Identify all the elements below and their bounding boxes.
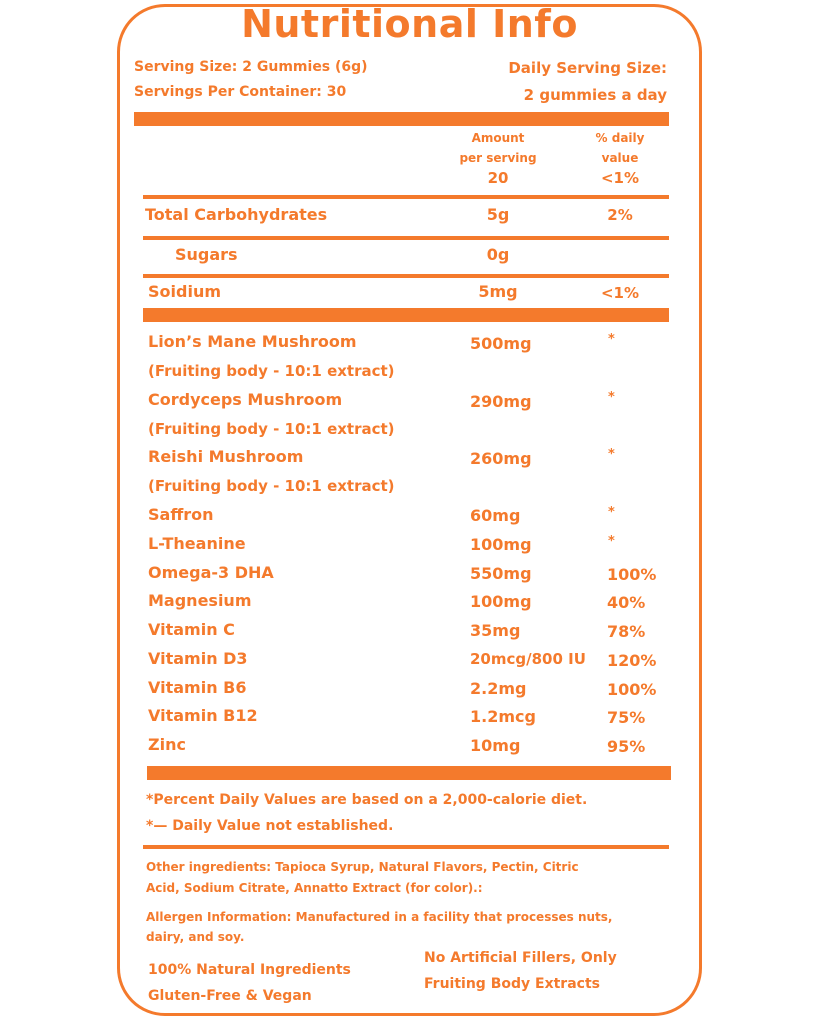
ingredient-dv: * [608, 332, 615, 347]
macro-amount-sodium: 5mg [478, 282, 518, 301]
ingredient-amount: 100mg [470, 592, 532, 611]
macro-amount-sugars: 0g [486, 245, 510, 264]
servings-per-container: Servings Per Container: 30 [134, 84, 347, 100]
ingredient-name: Magnesium [148, 591, 252, 610]
section-bar [143, 308, 669, 322]
allergen-line1: Allergen Information: Manufactured in a facility that processes nuts, [146, 910, 613, 924]
footnote-not-established: *— Daily Value not established. [146, 818, 394, 834]
divider [143, 195, 669, 199]
amount-header-line2: per serving [459, 151, 537, 165]
badge-vegan: Gluten-Free & Vegan [148, 988, 312, 1004]
ingredient-amount: 260mg [470, 449, 532, 468]
dv-header-line1: % daily [595, 131, 645, 145]
ingredient-name: Vitamin C [148, 620, 235, 639]
ingredient-amount: 500mg [470, 334, 532, 353]
ingredient-name: Saffron [148, 505, 214, 524]
amount-header-value: 20 [487, 169, 509, 187]
ingredient-dv: * [608, 390, 615, 405]
amount-header-line1: Amount [471, 131, 525, 145]
header-bar [134, 112, 669, 126]
ingredient-dv: 120% [607, 651, 657, 670]
ingredient-name: Lion’s Mane Mushroom [148, 332, 357, 351]
macro-name-sugars: Sugars [175, 245, 238, 264]
ingredient-dv: 100% [607, 680, 657, 699]
ingredient-sub: (Fruiting body - 10:1 extract) [148, 420, 395, 438]
ingredient-dv: 95% [607, 737, 646, 756]
ingredient-dv: 100% [607, 565, 657, 584]
ingredient-amount: 550mg [470, 564, 532, 583]
dv-header-line2: value [601, 151, 639, 165]
ingredient-amount: 35mg [470, 621, 521, 640]
ingredient-dv: 75% [607, 708, 646, 727]
other-ingredients-line2: Acid, Sodium Citrate, Annatto Extract (for color).: [146, 881, 483, 895]
ingredient-name: Omega-3 DHA [148, 563, 274, 582]
ingredient-name: Vitamin B6 [148, 678, 247, 697]
ingredient-dv: 78% [607, 622, 646, 641]
ingredient-sub: (Fruiting body - 10:1 extract) [148, 362, 395, 380]
divider [143, 236, 669, 240]
daily-serving-label: Daily Serving Size: [508, 59, 667, 77]
ingredient-name: Cordyceps Mushroom [148, 390, 343, 409]
macro-name-sodium: Soidium [148, 282, 221, 301]
ingredient-amount: 100mg [470, 535, 532, 554]
section-bar [147, 766, 671, 780]
ingredient-name: Reishi Mushroom [148, 447, 304, 466]
badge-fillers-line2: Fruiting Body Extracts [424, 976, 600, 992]
ingredient-amount: 1.2mcg [470, 707, 536, 726]
ingredient-amount: 2.2mg [470, 679, 527, 698]
ingredient-sub: (Fruiting body - 10:1 extract) [148, 477, 395, 495]
ingredient-name: L-Theanine [148, 534, 246, 553]
ingredient-name: Zinc [148, 735, 186, 754]
dv-header [572, 128, 668, 188]
allergen-line2: dairy, and soy. [146, 930, 245, 944]
macro-dv-sodium: <1% [600, 284, 640, 302]
ingredient-name: Vitamin D3 [148, 649, 248, 668]
ingredient-amount: 10mg [470, 736, 521, 755]
ingredient-dv: * [608, 447, 615, 462]
macro-name-carbs: Total Carbohydrates [145, 205, 328, 224]
serving-size: Serving Size: 2 Gummies (6g) [134, 59, 368, 75]
page-title: Nutritional Info [241, 2, 578, 46]
ingredient-dv: * [608, 534, 615, 549]
other-ingredients-line1: Other ingredients: Tapioca Syrup, Natural Flavors, Pectin, Citric [146, 860, 579, 874]
amount-header [448, 128, 548, 188]
dv-header-value: <1% [600, 169, 640, 187]
ingredient-dv: * [608, 505, 615, 520]
ingredient-dv: 40% [607, 593, 646, 612]
divider [143, 274, 669, 278]
badge-natural: 100% Natural Ingredients [148, 962, 351, 978]
daily-serving-value: 2 gummies a day [523, 86, 667, 104]
ingredient-amount: 60mg [470, 506, 521, 525]
macro-dv-carbs: 2% [607, 206, 633, 224]
ingredient-amount: 290mg [470, 392, 532, 411]
ingredient-amount: 20mcg/800 IU [470, 650, 586, 668]
badge-fillers-line1: No Artificial Fillers, Only [424, 950, 617, 966]
footnote-daily-values: *Percent Daily Values are based on a 2,000-calorie diet. [146, 792, 588, 808]
divider [143, 845, 669, 849]
ingredient-name: Vitamin B12 [148, 706, 258, 725]
macro-amount-carbs: 5g [486, 205, 510, 224]
